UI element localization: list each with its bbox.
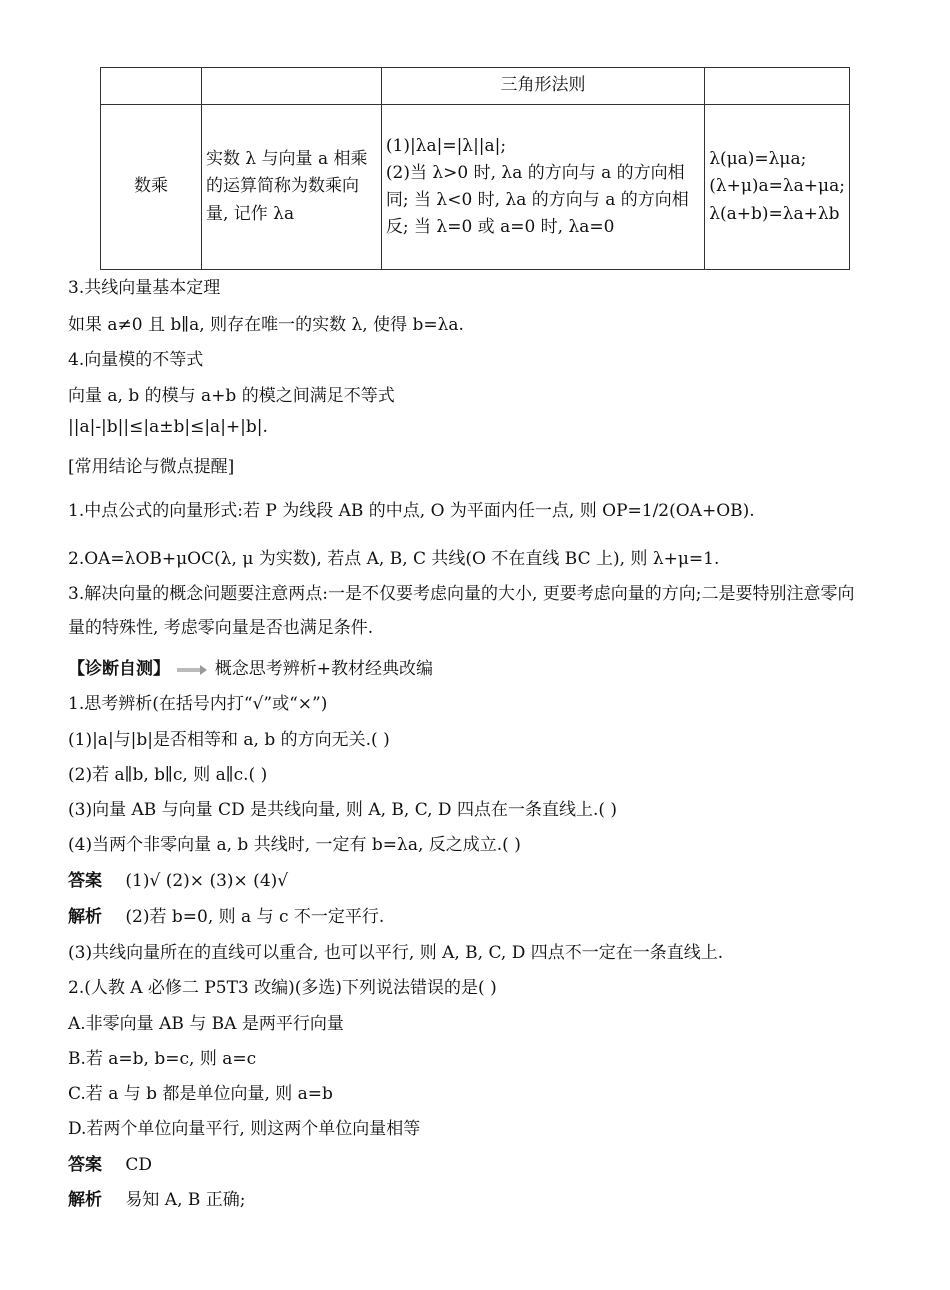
law-line-3: λ(a+b)=λa+λb bbox=[709, 203, 840, 224]
analysis-text: (2)若 b=0, 则 a 与 c 不一定平行. bbox=[125, 907, 385, 927]
question-1-title: 1.思考辨析(在括号内打“√”或“×”) bbox=[68, 694, 328, 714]
answer-text: CD bbox=[125, 1155, 153, 1175]
question-1-analysis bbox=[68, 902, 384, 927]
question-1-item-1: (1)|a|与|b|是否相等和 a, b 的方向无关.( ) bbox=[68, 730, 390, 750]
table-row bbox=[101, 105, 850, 270]
row-name-cell: 数乘 bbox=[101, 105, 202, 270]
analysis-label: 解析 bbox=[68, 907, 102, 927]
law-cell bbox=[705, 105, 850, 270]
rule-line-1: (1)|λa|=|λ||a|; bbox=[385, 135, 507, 156]
rule-line-2: (2)当 λ>0 时, λa 的方向与 a 的方向相同; 当 λ<0 时, λa 的方向与 a 的方向相反; 当 λ=0 或 a=0 时, λa=0 bbox=[385, 162, 689, 238]
table-row bbox=[101, 68, 850, 105]
option-d: D.若两个单位向量平行, 则这两个单位向量相等 bbox=[68, 1119, 421, 1139]
diagnosis-subtitle: 概念思考辨析+教材经典改编 bbox=[214, 659, 434, 679]
question-1-analysis-2: (3)共线向量所在的直线可以重合, 也可以平行, 则 A, B, C, D 四点不一定在一条直线上. bbox=[68, 943, 724, 963]
formula: ||a|-|b||≤|a±b|≤|a|+|b|. bbox=[68, 417, 268, 437]
arrow-icon bbox=[177, 666, 207, 674]
answer-label: 答案 bbox=[68, 871, 102, 891]
option-b: B.若 a=b, b=c, 则 a=c bbox=[68, 1049, 257, 1069]
table-header-cell: 三角形法则 bbox=[381, 68, 704, 105]
paragraph: 向量 a, b 的模与 a+b 的模之间满足不等式 bbox=[68, 386, 395, 406]
conclusion-3: 3.解决向量的概念问题要注意两点:一是不仅要考虑向量的大小, 更要考虑向量的方向;二是要特别注意零向量的特殊性, 考虑零向量是否也满足条件. bbox=[68, 584, 855, 638]
law-line-2: (λ+μ)a=λa+μa; bbox=[709, 176, 845, 197]
question-2-answer bbox=[68, 1150, 152, 1175]
answer-label: 答案 bbox=[68, 1155, 102, 1175]
option-c: C.若 a 与 b 都是单位向量, 则 a=b bbox=[68, 1084, 333, 1104]
section-title: 4.向量模的不等式 bbox=[68, 350, 204, 370]
analysis-label: 解析 bbox=[68, 1190, 102, 1210]
question-1-item-2: (2)若 a∥b, b∥c, 则 a∥c.( ) bbox=[68, 765, 268, 785]
question-2-analysis bbox=[68, 1185, 246, 1210]
diagnosis-heading bbox=[68, 654, 433, 679]
question-1-item-4: (4)当两个非零向量 a, b 共线时, 一定有 b=λa, 反之成立.( ) bbox=[68, 835, 521, 855]
law-line-1: λ(μa)=λμa; bbox=[709, 149, 807, 170]
question-1-item-3: (3)向量 AB 与向量 CD 是共线向量, 则 A, B, C, D 四点在一条直线上.( ) bbox=[68, 800, 618, 820]
section-title: 3.共线向量基本定理 bbox=[68, 278, 221, 298]
question-1-answer bbox=[68, 866, 288, 891]
definition-cell: 实数 λ 与向量 a 相乘的运算简称为数乘向量, 记作 λa bbox=[201, 105, 381, 270]
diagnosis-title: 【诊断自测】 bbox=[68, 659, 170, 679]
conclusions-heading: [常用结论与微点提醒] bbox=[68, 457, 235, 477]
conclusion-1: 1.中点公式的向量形式:若 P 为线段 AB 的中点, O 为平面内任一点, 则 OP=1/2(OA+OB). bbox=[68, 501, 755, 521]
answer-text: (1)√ (2)× (3)× (4)√ bbox=[125, 871, 289, 891]
analysis-text: 易知 A, B 正确; bbox=[125, 1190, 246, 1210]
paragraph: 如果 a≠0 且 b∥a, 则存在唯一的实数 λ, 使得 b=λa. bbox=[68, 315, 464, 335]
rule-cell bbox=[381, 105, 704, 270]
conclusion-2: 2.OA=λOB+μOC(λ, μ 为实数), 若点 A, B, C 共线(O 不在直线 BC 上), 则 λ+μ=1. bbox=[68, 549, 720, 569]
option-a: A.非零向量 AB 与 BA 是两平行向量 bbox=[68, 1014, 344, 1034]
question-2-title: 2.(人教 A 必修二 P5T3 改编)(多选)下列说法错误的是( ) bbox=[68, 978, 497, 998]
vector-operations-table bbox=[100, 67, 850, 270]
